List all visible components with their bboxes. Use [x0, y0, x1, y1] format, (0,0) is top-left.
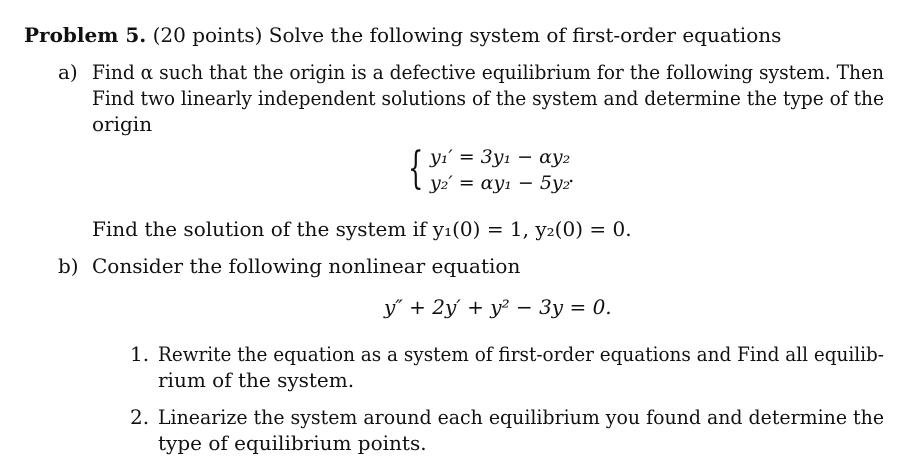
system-equation-2: y₂′ = αy₁ − 5y₂	[430, 172, 571, 194]
equation-system	[408, 141, 608, 197]
problem-points: (20 points)	[152, 23, 263, 47]
item-2-line-1: Linearize the system around each equilibrium you found and determine the	[158, 405, 885, 429]
item-2-line-2: type of equilibrium points.	[158, 431, 427, 455]
system-equation-1: y₁′ = 3y₁ − αy₂	[430, 146, 571, 168]
nonlinear-equation: y″ + 2y′ + y² − 3y = 0.	[384, 295, 612, 319]
problem-heading: Problem 5.	[24, 23, 147, 47]
part-a-line-1: Find α such that the origin is a defective equilibrium for the following system. Then	[92, 60, 885, 84]
system-end-period: .	[568, 163, 575, 187]
item-1-line-2: rium of the system.	[158, 368, 355, 392]
part-a-label: a)	[58, 60, 78, 84]
item-1-line-1: Rewrite the equation as a system of first-order equations and Find all equilib-	[158, 342, 884, 366]
problem-intro: Solve the following system of first-order equations	[268, 23, 782, 47]
item-1-number: 1.	[130, 342, 150, 366]
part-a-line-2: Find two linearly independent solutions of the system and determine the type of the	[92, 86, 884, 110]
part-a-line-3: origin	[92, 112, 153, 136]
system-brace: {	[408, 143, 424, 194]
part-b-label: b)	[58, 254, 79, 278]
problem-title	[24, 22, 781, 48]
part-b-line-1: Consider the following nonlinear equation	[92, 254, 521, 278]
item-2-number: 2.	[130, 405, 150, 429]
part-a-initial-conditions: Find the solution of the system if y₁(0) = 1, y₂(0) = 0.	[92, 217, 632, 241]
